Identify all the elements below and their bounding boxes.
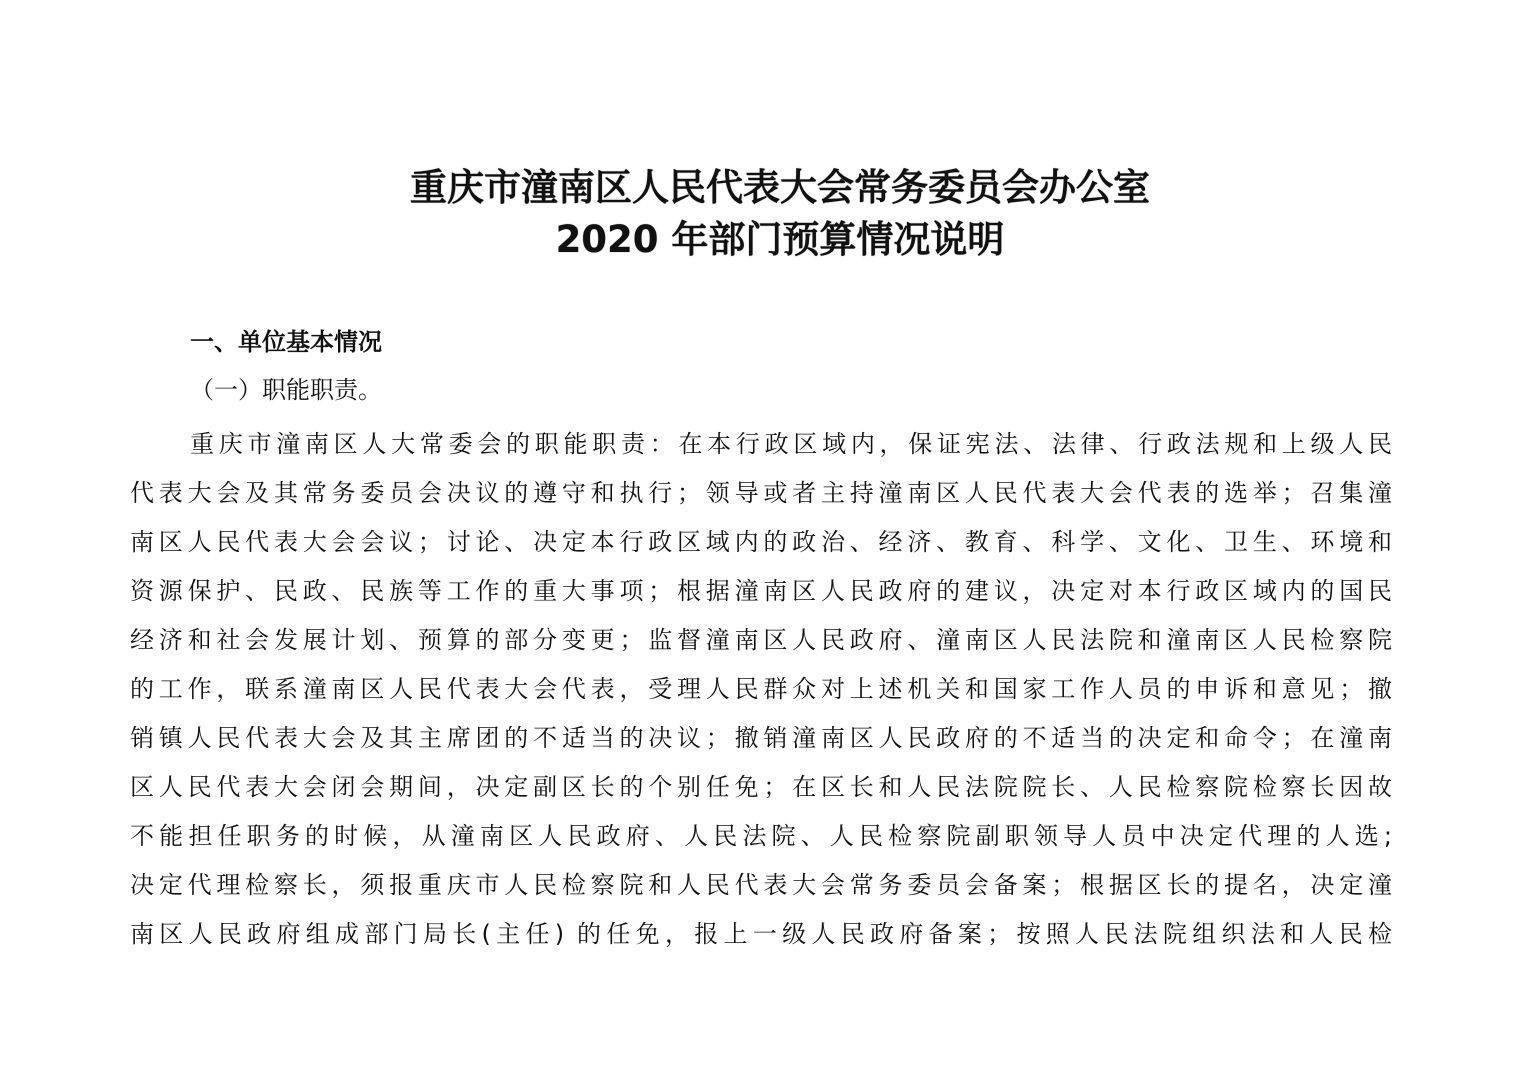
body-line: 重庆市潼南区人大常委会的职能职责：在本行政区域内，保证宪法、法律、行政法规和上级人民 (190, 430, 1392, 458)
sub-heading: （一）职能职责。 (190, 376, 382, 404)
body-line: 区人民代表大会闭会期间，决定副区长的个别任免；在区长和人民法院院长、人民检察院检察长因故 (130, 773, 1392, 801)
body-line: 决定代理检察长，须报重庆市人民检察院和人民代表大会常务委员会备案；根据区长的提名，决定潼 (130, 871, 1392, 899)
body-paragraph (130, 420, 1392, 959)
document-title-line1: 重庆市潼南区人民代表大会常务委员会办公室 (410, 166, 1150, 209)
body-line: 南区人民代表大会会议；讨论、决定本行政区域内的政治、经济、教育、科学、文化、卫生、环境和 (130, 528, 1392, 556)
body-line: 销镇人民代表大会及其主席团的不适当的决议；撤销潼南区人民政府的不适当的决定和命令；在潼南 (130, 724, 1392, 752)
document-title-line2: 2020 年部门预算情况说明 (555, 218, 1005, 261)
body-line: 经济和社会发展计划、预算的部分变更；监督潼南区人民政府、潼南区人民法院和潼南区人民检察院 (130, 626, 1392, 654)
body-line: 南区人民政府组成部门局长(主任) 的任免，报上一级人民政府备案；按照人民法院组织法和人民检 (130, 920, 1392, 948)
section-heading: 一、单位基本情况 (190, 328, 382, 356)
body-line: 资源保护、民政、民族等工作的重大事项；根据潼南区人民政府的建议，决定对本行政区域内的国民 (130, 577, 1392, 605)
body-line: 的工作，联系潼南区人民代表大会代表，受理人民群众对上述机关和国家工作人员的申诉和意见；撤 (130, 675, 1392, 703)
body-line: 不能担任职务的时候，从潼南区人民政府、人民法院、人民检察院副职领导人员中决定代理的人选; (130, 822, 1392, 850)
body-line: 代表大会及其常务委员会决议的遵守和执行；领导或者主持潼南区人民代表大会代表的选举；召集潼 (130, 479, 1392, 507)
